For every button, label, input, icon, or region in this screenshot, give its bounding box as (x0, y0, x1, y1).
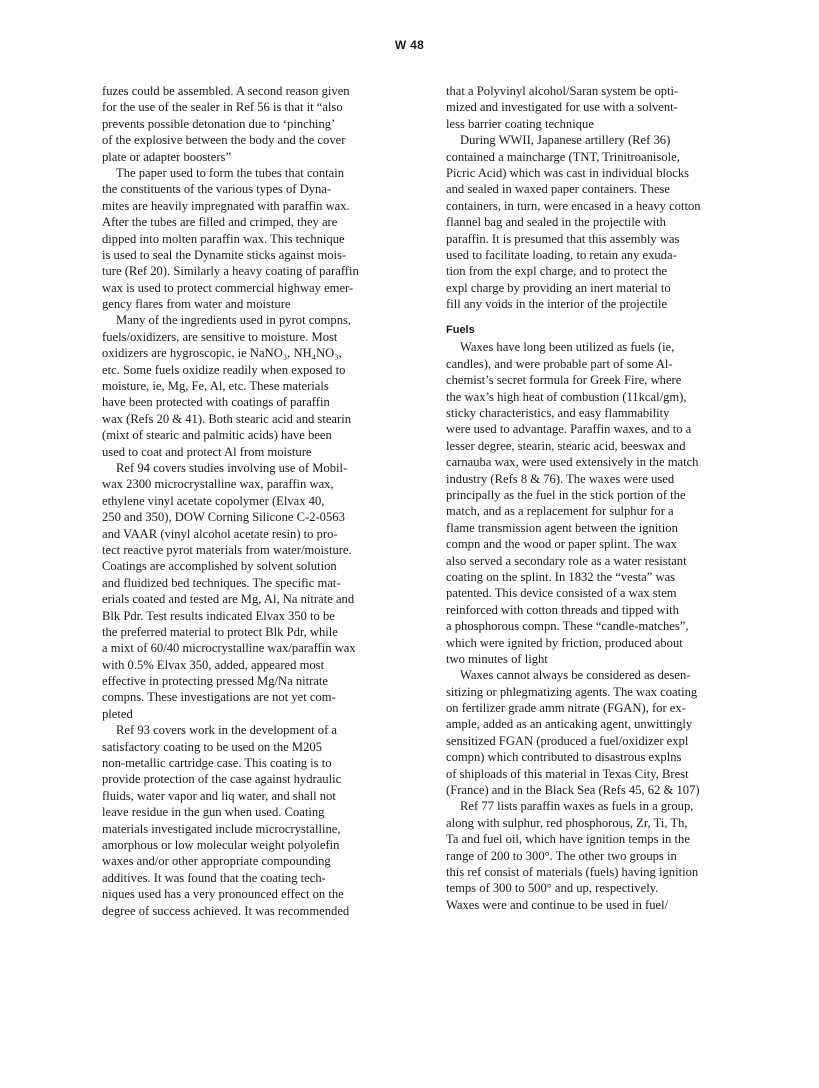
text-line: and VAAR (vinyl alcohol acetate resin) to pro- (102, 526, 338, 541)
text-line: niques used has a very pronounced effect on the (102, 887, 344, 902)
text-line: dipped into molten paraffin wax. This technique (102, 231, 345, 246)
text-line: sticky characteristics, and easy flammability (446, 406, 670, 421)
text-line: of shiploads of this material in Texas City, Brest (446, 766, 689, 781)
text-line: Ref 94 covers studies involving use of Mobil- (116, 460, 348, 475)
text-line: compn) which contributed to disastrous explns (446, 750, 682, 765)
text-line: a phosphorous compn. These “candle-matches”, (446, 619, 689, 634)
text-line: erials coated and tested are Mg, Al, Na nitrate and (102, 592, 355, 607)
text-line: (mixt of stearic and palmitic acids) have been (102, 428, 332, 443)
text-line: coating on the splint. In 1832 the “vesta” was (446, 569, 676, 584)
text-line: degree of success achieved. It was recommended (102, 903, 350, 918)
text-line: along with sulphur, red phosphorous, Zr, Ti, Th, (446, 815, 688, 830)
right-column-bottom (446, 339, 755, 913)
text-line: match, and as a replacement for sulphur for a (446, 504, 674, 519)
text-line: fuzes could be assembled. A second reason given (102, 84, 350, 98)
text-line: sitizing or phlegmatizing agents. The wax coating (446, 684, 698, 699)
text-line: and fluidized bed techniques. The specific mat- (102, 575, 341, 590)
text-line: The paper used to form the tubes that contain (116, 165, 345, 180)
text-line: wax is used to protect commercial highway emer- (102, 280, 354, 295)
text-line: candles), and were probable part of some Al- (446, 356, 673, 371)
text-line: fluids, water vapor and liq water, and shall not (102, 788, 336, 803)
text-line: used to facilitate loading, to retain any exuda- (446, 247, 677, 262)
text-line: satisfactory coating to be used on the M205 (102, 739, 322, 754)
text-line: Ref 77 lists paraffin waxes as fuels in a group, (460, 799, 694, 814)
text-line: industry (Refs 8 & 76). The waxes were used (446, 471, 675, 486)
left-column (102, 83, 409, 919)
page-number: W 48 (394, 38, 425, 52)
text-line: the wax’s high heat of combustion (11kcal/gm), (446, 389, 687, 404)
text-line: temps of 300 to 500° and up, respectively. (446, 881, 659, 896)
text-line: range of 200 to 300°. The other two groups in (446, 848, 677, 863)
text-line: tion from the expl charge, and to protect the (446, 264, 668, 279)
text-line: the preferred material to protect Blk Pdr, while (102, 624, 338, 639)
text-line: expl charge by providing an inert material to (446, 280, 671, 295)
text-line: additives. It was found that the coating tech- (102, 870, 326, 885)
text-line: carnauba wax, were used extensively in the match (446, 455, 699, 470)
text-line: mized and investigated for use with a solvent- (446, 100, 678, 115)
text-line: flannel bag and sealed in the projectile with (446, 215, 666, 230)
text-line: this ref consist of materials (fuels) having ignition (446, 864, 699, 879)
text-line: materials investigated include microcrystalline, (102, 821, 341, 836)
text-line: patented. This device consisted of a wax stem (446, 586, 677, 601)
text-line: which were ignited by friction, produced about (446, 635, 683, 650)
text-line: non-metallic cartridge case. This coating is to (102, 756, 332, 771)
text-line: ture (Ref 20). Similarly a heavy coating of paraffin (102, 264, 359, 279)
text-line: containers, in turn, were encased in a heavy cotton (446, 198, 701, 213)
right-column (446, 83, 755, 913)
text-line: Many of the ingredients used in pyrot compns, (116, 313, 352, 328)
text-line: reinforced with cotton threads and tipped with (446, 602, 679, 617)
text-line: ample, added as an anticaking agent, unwittingly (446, 717, 693, 732)
text-line: Waxes have long been utilized as fuels (ie, (460, 340, 675, 355)
text-line: also served a secondary role as a water resistant (446, 553, 687, 568)
text-line: etc. Some fuels oxidize readily when exposed to (102, 362, 346, 377)
text-line: ethylene vinyl acetate copolymer (Elvax 40, (102, 493, 325, 508)
text-line: chemist’s secret formula for Greek Fire, where (446, 373, 682, 388)
text-line: Picric Acid) which was cast in individual blocks (446, 165, 690, 180)
text-line: wax (Refs 20 & 41). Both stearic acid and stearin (102, 411, 352, 426)
text-line: compn and the wood or paper splint. The wax (446, 537, 677, 552)
text-line: of the explosive between the body and the cover (102, 133, 346, 148)
text-line: fuels/oxidizers, are sensitive to moisture. Most (102, 329, 338, 344)
text-line: prevents possible detonation due to ‘pinching’ (102, 116, 336, 131)
text-line: that a Polyvinyl alcohol/Saran system be opti- (446, 84, 679, 98)
text-line: lesser degree, stearin, stearic acid, beeswax and (446, 438, 686, 453)
text-line: fill any voids in the interior of the projectile (446, 297, 668, 312)
text-line: two minutes of light (446, 651, 548, 666)
text-line: 250 and 350), DOW Corning Silicone C-2-0563 (102, 510, 345, 525)
text-line: After the tubes are filled and crimped, they are (102, 215, 338, 230)
text-line: Coatings are accomplished by solvent solution (102, 559, 337, 574)
text-line: During WWII, Japanese artillery (Ref 36) (460, 133, 671, 148)
text-line: paraffin. It is presumed that this assembly was (446, 231, 680, 246)
text-line: pleted (102, 706, 133, 721)
text-line: Ref 93 covers work in the development of a (116, 723, 338, 738)
text-line: amorphous or low molecular weight polyolefin (102, 837, 340, 852)
text-line: plate or adapter boosters” (102, 149, 232, 164)
text-line: a mixt of 60/40 microcrystalline wax/paraffin wax (102, 641, 356, 656)
text-line: flame transmission agent between the ignition (446, 520, 678, 535)
text-line: Ta and fuel oil, which have ignition temps in the (446, 832, 690, 847)
text-line: have been protected with coatings of paraffin (102, 395, 330, 410)
text-line: less barrier coating technique (446, 116, 594, 131)
text-line: effective in protecting pressed Mg/Na nitrate (102, 674, 329, 689)
text-line: waxes and/or other appropriate compounding (102, 854, 331, 869)
text-line: sensitized FGAN (produced a fuel/oxidizer expl (446, 733, 689, 748)
text-line: contained a maincharge (TNT, Trinitroanisole, (446, 149, 680, 164)
text-line: the constituents of the various types of Dyna- (102, 182, 332, 197)
text-line: for the use of the sealer in Ref 56 is that it “also (102, 100, 343, 115)
text-line: Blk Pdr. Test results indicated Elvax 350 to be (102, 608, 335, 623)
text-line: with 0.5% Elvax 350, added, appeared most (102, 657, 325, 672)
text-line: mites are heavily impregnated with paraffin wax. (102, 198, 350, 213)
section-heading-fuels: Fuels (446, 324, 475, 337)
text-line: oxidizers are hygroscopic, ie NaNO₃, NH₄NO₃, (102, 346, 342, 361)
text-line: and sealed in waxed paper containers. These (446, 182, 670, 197)
text-line: leave residue in the gun when used. Coating (102, 805, 325, 820)
text-line: principally as the fuel in the stick portion of the (446, 487, 686, 502)
text-line: wax 2300 microcrystalline wax, paraffin wax, (102, 477, 334, 492)
text-line: tect reactive pyrot materials from water/moisture. (102, 542, 352, 557)
text-line: used to coat and protect Al from moisture (102, 444, 312, 459)
text-line: provide protection of the case against hydraulic (102, 772, 342, 787)
right-column-top (446, 83, 755, 312)
text-line: on fertilizer grade amm nitrate (FGAN), for ex- (446, 701, 686, 716)
text-line: compns. These investigations are not yet com- (102, 690, 336, 705)
text-line: Waxes cannot always be considered as desen- (460, 668, 691, 683)
text-line: is used to seal the Dynamite sticks against mois- (102, 247, 347, 262)
text-line: moisture, ie, Mg, Fe, Al, etc. These materials (102, 379, 329, 394)
text-line: (France) and in the Black Sea (Refs 45, 62 & 107) (446, 783, 700, 798)
text-line: Waxes were and continue to be used in fuel/ (446, 897, 669, 912)
text-line: gency flares from water and moisture (102, 297, 291, 312)
text-line: were used to advantage. Paraffin waxes, and to a (446, 422, 692, 437)
